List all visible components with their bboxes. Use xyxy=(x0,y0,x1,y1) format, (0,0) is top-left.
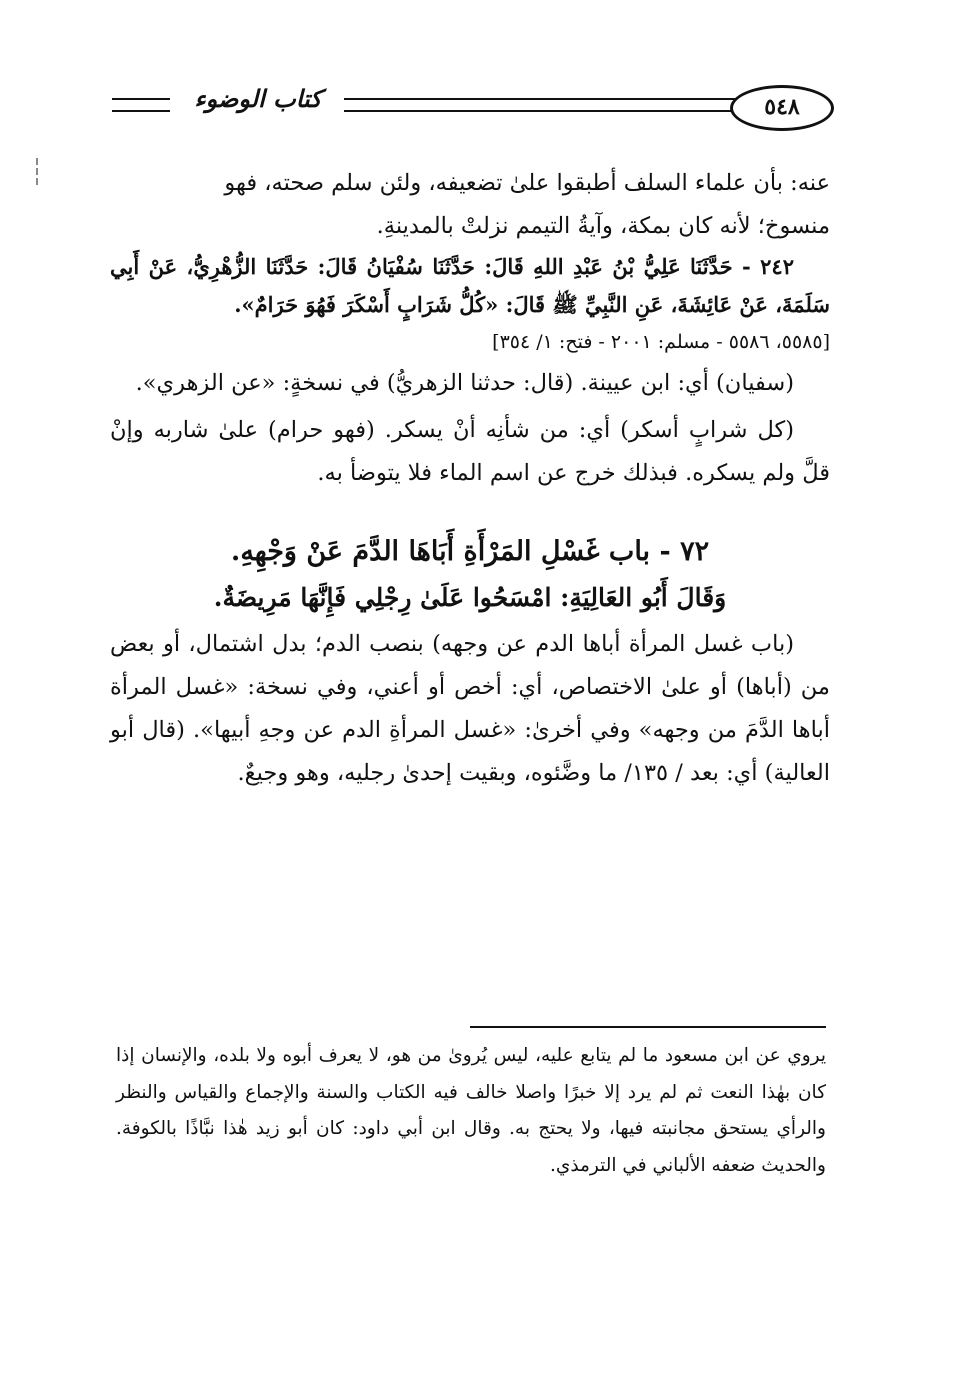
commentary-paragraph-1: (سفيان) أي: ابن عيينة. (قال: حدثنا الزهريُّ) في نسخةٍ: «عن الزهري». xyxy=(135,370,794,396)
footnote-text: يروي عن ابن مسعود ما لم يتابع عليه، ليس يُروىٰ من هو، لا يعرف أبوه ولا بلده، والإنسان إذا كان بهٰذا النعت ثم لم يرد إلا خبرًا واصلا خالف فيه الكتاب والسنة والإجماع والقياس والنظر والرأي يستحق مجانبته فيها، ولا يحتج به. وقال ابن أبي داود: كان أبو زيد هٰذا نبَّاذًا بالكوفة. والحديث ضعفه الألباني في الترمذي. xyxy=(116,1045,826,1176)
chapter-commentary: (باب غسل المرأة أباها الدم عن وجهه) بنصب الدم؛ بدل اشتمال، أو بعض من (أباها) أو علىٰ الاختصاص، أي: أخص أو أعني، وفي نسخة: «غسل المرأة أباها الدَّمَ من وجهه» وفي أخرىٰ: «غسل المرأةِ الدم عن وجهِ أبيها». (قال أبو العالية) أي: بعد / ١٣٥/ ما وضَّئوه، وبقيت إحدىٰ رجليه، وهو وجيعٌ. xyxy=(110,631,830,786)
main-text xyxy=(110,162,830,795)
chapter-heading: ٧٢ - باب غَسْلِ المَرْأَةِ أَبَاهَا الدَّمَ عَنْ وَجْهِهِ. xyxy=(230,536,710,567)
footnote xyxy=(116,1038,826,1184)
body-line-2: منسوخ؛ لأنه كان بمكة، وآيةُ التيمم نزلتْ بالمدينةِ. xyxy=(376,213,830,239)
page-number: ٥٤٨ xyxy=(730,85,834,131)
hadith-text: ٢٤٢ - حَدَّثَنَا عَلِيُّ بْنُ عَبْدِ اللهِ قَالَ: حَدَّثَنَا سُفْيَانُ قَالَ: حَدَّثَنَا الزُّهْرِيُّ، عَنْ أَبِي سَلَمَةَ، عَنْ عَائِشَةَ، عَنِ النَّبِيِّ ﷺ قَالَ: «كُلُّ شَرَابٍ أَسْكَرَ فَهُوَ حَرَامٌ». xyxy=(110,254,830,317)
margin-mark xyxy=(36,155,40,185)
running-title: كتاب الوضوء xyxy=(194,84,322,113)
hadith-reference: [٥٥٨٥، ٥٥٨٦ - مسلم: ٢٠٠١ - فتح: ١/ ٣٥٤] xyxy=(492,331,830,353)
commentary-paragraph-2: (كل شرابٍ أسكر) أي: من شأنِه أنْ يسكر. (فهو حرام) علىٰ شاربه وإنْ قلَّ ولم يسكره. فبذلك خرج عن اسم الماء فلا يتوضأ به. xyxy=(110,417,830,486)
chapter-subheading: وَقَالَ أَبُو العَالِيَةِ: امْسَحُوا عَلَىٰ رِجْلِي فَإِنَّهَا مَرِيضَةٌ. xyxy=(213,583,727,612)
body-line-1: عنه: بأن علماء السلف أطبقوا علىٰ تضعيفه، ولئن سلم صحته، فهو xyxy=(224,170,830,196)
header-rule-left xyxy=(112,98,170,112)
page-header xyxy=(112,86,830,126)
footnote-separator xyxy=(470,1026,826,1028)
